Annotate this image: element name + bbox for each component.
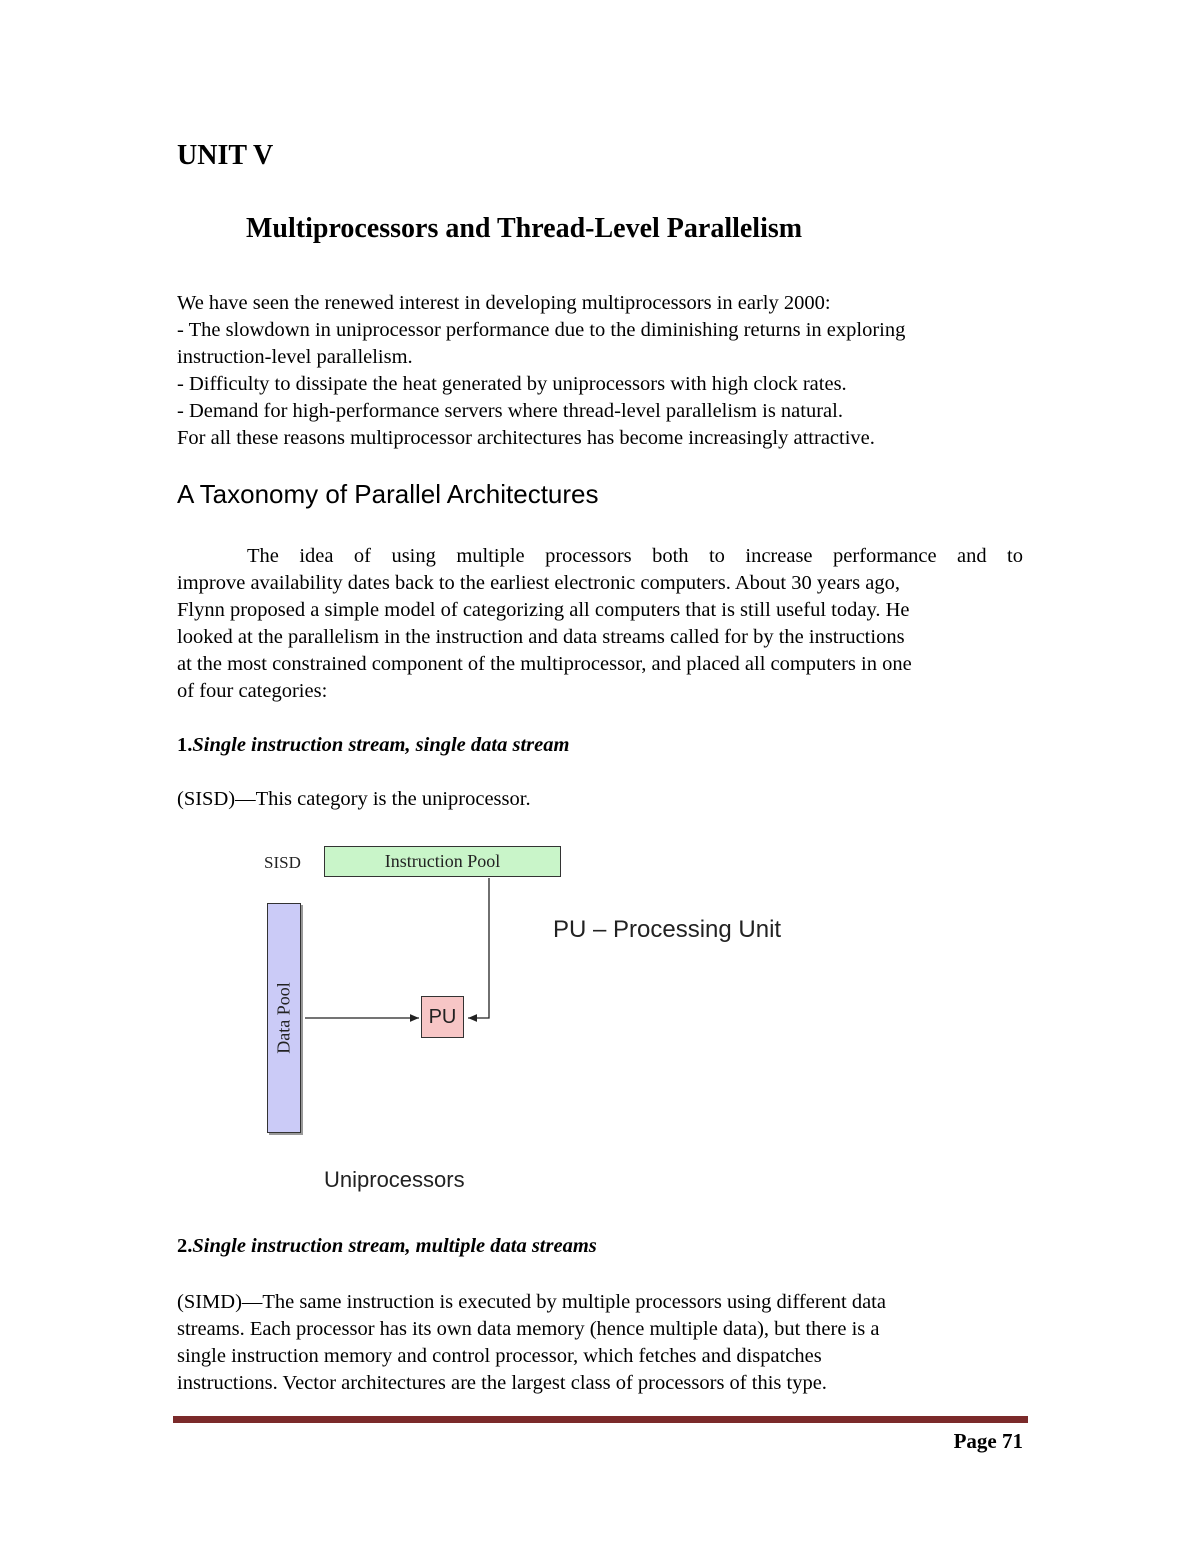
intro-line: For all these reasons multiprocessor architectures has become increasingly attractive. <box>177 427 875 449</box>
category-number: 1. <box>177 734 193 756</box>
taxonomy-paragraph <box>177 543 1023 705</box>
intro-line: instruction-level parallelism. <box>177 346 413 368</box>
unit-title: UNIT V <box>177 140 274 171</box>
simd-line: single instruction memory and control processor, which fetches and dispatches <box>177 1345 822 1367</box>
paragraph-line: looked at the parallelism in the instruction and data streams called for by the instructions <box>177 626 905 648</box>
simd-line: streams. Each processor has its own data memory (hence multiple data), but there is a <box>177 1318 880 1340</box>
processing-unit-box: PU <box>421 996 464 1038</box>
pu-legend: PU – Processing Unit <box>553 916 782 943</box>
data-pool-label: Data Pool <box>273 982 294 1054</box>
intro-line: We have seen the renewed interest in developing multiprocessors in early 2000: <box>177 292 831 314</box>
simd-line: instructions. Vector architectures are the largest class of processors of this type. <box>177 1372 827 1394</box>
intro-paragraph <box>177 290 905 452</box>
paragraph-line: Flynn proposed a simple model of categorizing all computers that is still useful today. He <box>177 599 910 621</box>
instruction-arrow <box>468 878 489 1018</box>
category-2-heading <box>177 1235 597 1258</box>
paragraph-line: of four categories: <box>177 680 328 702</box>
paragraph-line: The idea of using multiple processors both to increase performance and to <box>247 545 1023 567</box>
page-title: Multiprocessors and Thread-Level Parallelism <box>246 213 803 244</box>
diagram-caption: Uniprocessors <box>324 1167 465 1192</box>
paragraph-line: at the most constrained component of the multiprocessor, and placed all computers in one <box>177 653 912 675</box>
paragraph-line: improve availability dates back to the earliest electronic computers. About 30 years ago, <box>177 572 900 594</box>
intro-line: - Demand for high-performance servers where thread-level parallelism is natural. <box>177 400 843 422</box>
footer-rule <box>173 1416 1028 1423</box>
simd-line: (SIMD)—The same instruction is executed by multiple processors using different data <box>177 1291 886 1313</box>
section-heading: A Taxonomy of Parallel Architectures <box>177 479 599 509</box>
category-name: Single instruction stream, single data stream <box>192 734 570 756</box>
category-name: Single instruction stream, multiple data streams <box>192 1235 597 1257</box>
sisd-description: (SISD)—This category is the uniprocessor. <box>177 788 531 810</box>
sisd-diagram <box>255 840 815 1200</box>
category-1-heading <box>177 734 569 757</box>
category-number: 2. <box>177 1235 193 1257</box>
diagram-arrows <box>255 840 815 1200</box>
instruction-pool-box: Instruction Pool <box>324 846 561 877</box>
intro-line: - Difficulty to dissipate the heat generated by uniprocessors with high clock rates. <box>177 373 847 395</box>
intro-line: - The slowdown in uniprocessor performance due to the diminishing returns in exploring <box>177 319 906 341</box>
sisd-label: SISD <box>264 853 301 872</box>
simd-description <box>177 1289 886 1397</box>
page-number: Page 71 <box>953 1429 1023 1453</box>
